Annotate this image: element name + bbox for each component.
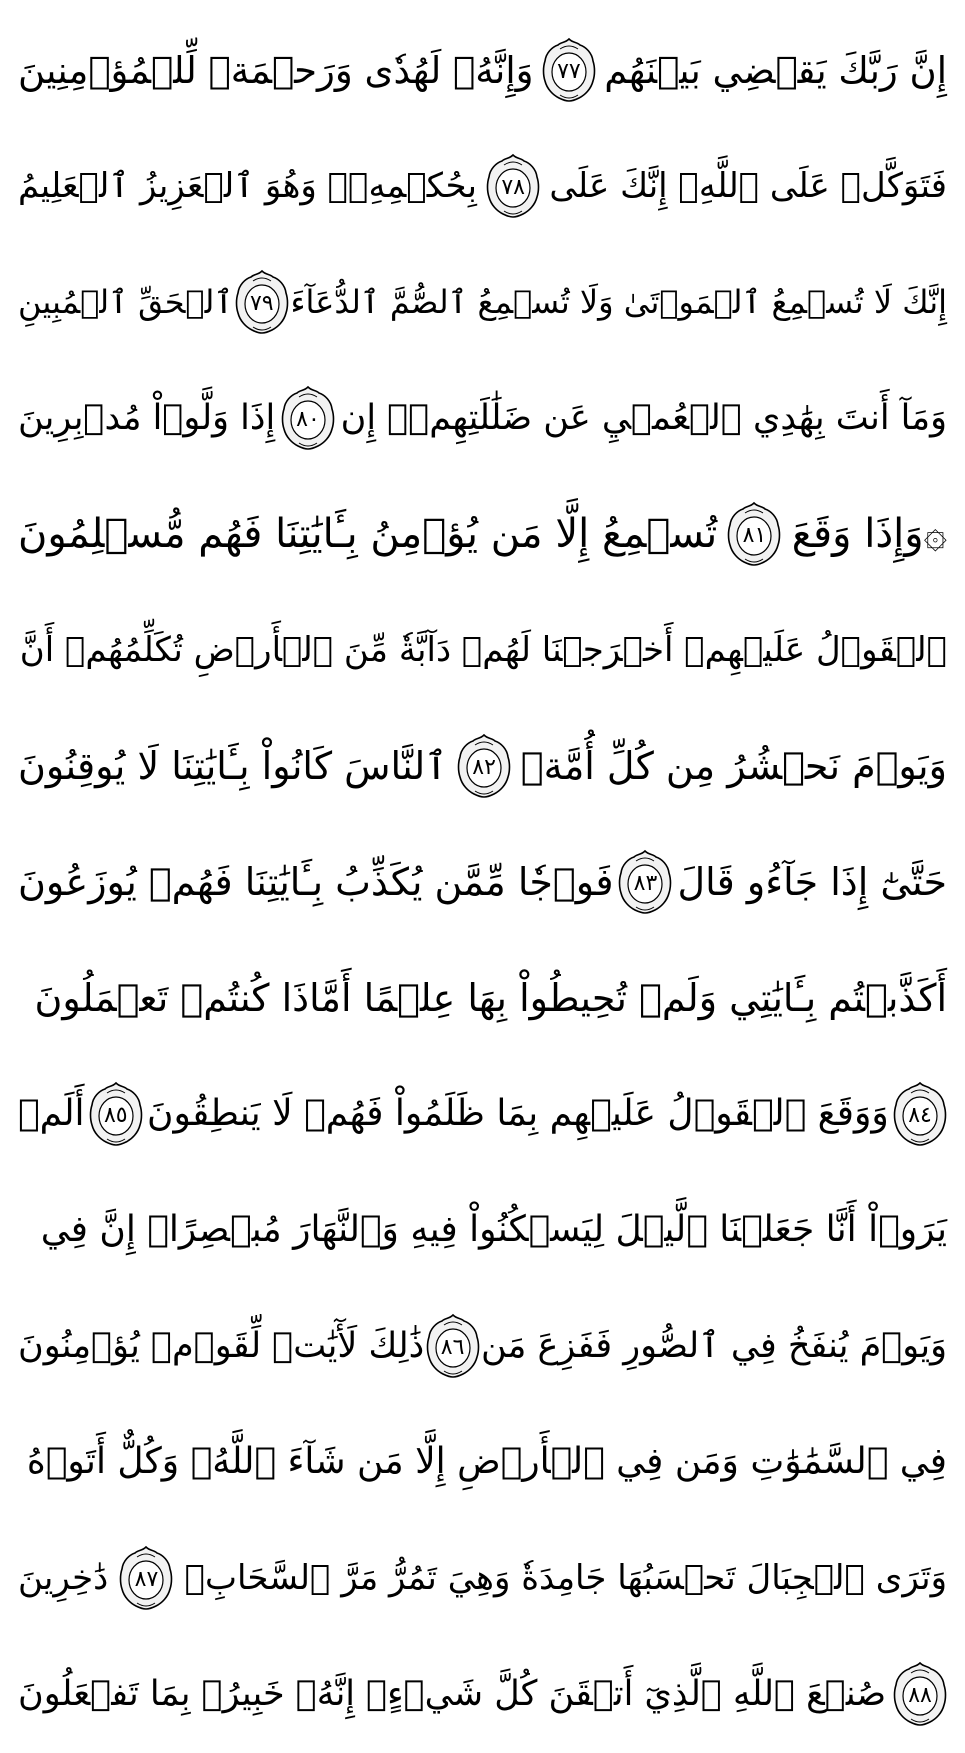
verse-line [18,940,947,1056]
verse-line [18,1520,947,1636]
verse-text: بِحُكۡمِهِۦۚ وَهُوَ ٱلۡعَزِيزُ ٱلۡعَلِيمُ [18,166,477,206]
ayah-number-marker [457,733,511,799]
ayah-number-marker [119,1545,173,1611]
ayah-number: ٨٦ [440,1335,465,1360]
ayah-number: ٨٣ [633,871,658,896]
verse-line [18,1172,947,1288]
verse-line [18,824,947,940]
verse-text: فَتَوَكَّلۡ عَلَى ٱللَّهِۖ إِنَّكَ عَلَى [549,166,947,206]
ayah-number-marker [426,1313,480,1379]
ayah-number-marker [486,153,540,219]
ayah-number-marker [542,37,596,103]
ayah-number-marker [89,1081,143,1147]
ayah-number-marker [893,1661,947,1727]
verse-lines [18,12,947,1752]
verse-text: أَكَذَّبۡتُم بِـَٔايَٰتِي وَلَمۡ تُحِيطُواْ بِهَا عِلۡمًا أَمَّاذَا كُنتُمۡ تَعۡمَلُونَ [34,976,947,1020]
verse-line [18,128,947,244]
ayah-number-marker [618,849,672,915]
verse-text: وَيَوۡمَ يُنفَخُ فِي ٱلصُّورِ فَفَزِعَ مَن [480,1325,947,1366]
verse-line [18,360,947,476]
verse-text: وَإِنَّهُۥ لَهُدٗى وَرَحۡمَةٞ لِّلۡمُؤۡمِنِينَ [18,48,534,92]
verse-text: وَوَقَعَ ٱلۡقَوۡلُ عَلَيۡهِم بِمَا ظَلَمُواْ فَهُمۡ لَا يَنطِقُونَ [147,1093,889,1134]
verse-text: أَلَمۡ [18,1093,85,1134]
ayah-number: ٧٧ [557,59,581,84]
verse-text: وَمَآ أَنتَ بِهَٰدِي ٱلۡعُمۡيِ عَن ضَلَٰلَتِهِمۡۖ إِن [340,397,947,438]
verse-text: وَتَرَى ٱلۡجِبَالَ تَحۡسَبُهَا جَامِدَةٗ وَهِيَ تَمُرُّ مَرَّ ٱلسَّحَابِۚ [184,1558,947,1598]
verse-text: ۞وَإِذَا وَقَعَ [791,511,947,557]
verse-line [18,1288,947,1404]
verse-text: ٱلۡقَوۡلُ عَلَيۡهِمۡ أَخۡرَجۡنَا لَهُمۡ دَآبَّةٗ مِّنَ ٱلۡأَرۡضِ تُكَلِّمُهُمۡ أَنَّ [19,630,947,670]
verse-text: صُنۡعَ ٱللَّهِ ٱلَّذِيٓ أَتۡقَنَ كُلَّ شَيۡءٍۚ إِنَّهُۥ خَبِيرُۢ بِمَا تَفۡعَلُونَ [18,1673,887,1714]
ayah-number: ٧٩ [249,291,274,316]
verse-line [18,1636,947,1752]
verse-text: يَرَوۡاْ أَنَّا جَعَلۡنَا ٱلَّيۡلَ لِيَسۡكُنُواْ فِيهِ وَٱلنَّهَارَ مُبۡصِرًاۚ إِنَّ فِي [40,1209,947,1250]
verse-text: إِنَّكَ لَا تُسۡمِعُ ٱلۡمَوۡتَىٰ وَلَا تُسۡمِعُ ٱلصُّمَّ ٱلدُّعَآءَ [290,283,947,321]
ayah-number: ٨٠ [296,407,320,432]
verse-text: ٱلۡحَقِّ ٱلۡمُبِينِ [18,283,234,321]
ayah-number: ٨٨ [908,1683,932,1708]
ayah-number: ٧٨ [501,175,525,200]
verse-text: تُسۡمِعُ إِلَّا مَن يُؤۡمِنُ بِـَٔايَٰتِنَا فَهُم مُّسۡلِمُونَ [18,511,718,557]
ayah-number-marker [281,385,335,451]
verse-text: ٱلنَّاسَ كَانُواْ بِـَٔايَٰتِنَا لَا يُوقِنُونَ [18,744,448,788]
ayah-number: ٨١ [742,523,767,548]
verse-text: إِذَا وَلَّوۡاْ مُدۡبِرِينَ [18,397,276,438]
ayah-number: ٨٥ [103,1103,128,1128]
verse-text: وَيَوۡمَ نَحۡشُرُ مِن كُلِّ أُمَّةٖ [520,744,947,788]
ayah-number-marker [235,269,289,335]
verse-text: فِي ٱلسَّمَٰوَٰتِ وَمَن فِي ٱلۡأَرۡضِ إِلَّا مَن شَآءَ ٱللَّهُۚ وَكُلٌّ أَتَوۡهُ [26,1441,947,1482]
ayah-number-marker [893,1081,947,1147]
verse-text: فَوۡجٗا مِّمَّن يُكَذِّبُ بِـَٔايَٰتِنَا فَهُمۡ يُوزَعُونَ [18,860,614,904]
verse-text: إِنَّ رَبَّكَ يَقۡضِي بَيۡنَهُم [604,48,947,92]
verse-line [18,708,947,824]
ayah-number-marker [727,501,781,567]
ayah-number: ٨٤ [908,1103,932,1128]
verse-text: ذَٰلِكَ لَأٓيَٰتٖ لِّقَوۡمٖ يُؤۡمِنُونَ [18,1325,425,1366]
ayah-number: ٨٧ [134,1567,159,1592]
verse-line [18,592,947,708]
verse-line [18,1056,947,1172]
ayah-number: ٨٢ [472,755,496,780]
verse-line [18,12,947,128]
verse-line [18,476,947,592]
verse-text: حَتَّىٰٓ إِذَا جَآءُو قَالَ [677,860,947,904]
verse-line [18,244,947,360]
verse-text: دَٰخِرِينَ [18,1558,109,1598]
verse-line [18,1404,947,1520]
